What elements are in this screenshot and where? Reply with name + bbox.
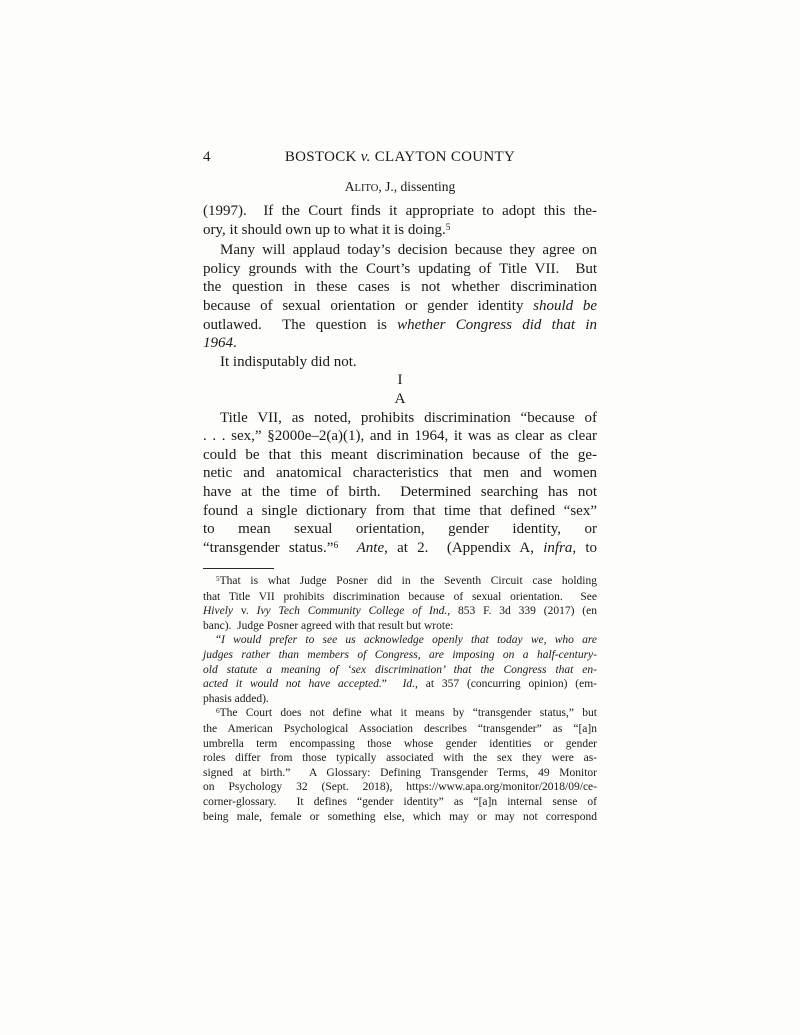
text-segment: roles differ from those typically associated with the sex they were as- [203,752,597,765]
text-segment: , J., dissenting [378,179,456,194]
text-segment: Hively [203,605,234,618]
text-segment: netic and anatomical characteristics that men and women [203,465,597,482]
body-line [203,427,597,446]
text-segment: infra [543,539,573,556]
text-segment [338,540,356,556]
body-line [203,371,597,390]
text-segment: Title VII, as noted, prohibits discrimination “because of [220,409,597,426]
text-segment: , at 357 (concurring opinion) (em- [415,678,597,691]
text-segment: 1964 [203,335,233,352]
text-segment: should be [533,297,597,314]
body-line [203,278,597,297]
footnote-line [203,677,597,692]
text-segment: The Court does not define what it means by “transgender status,” but [219,707,597,720]
footnote-line [203,737,597,752]
opinion-author-line [203,179,597,195]
text-segment: I [397,372,403,389]
text-segment: judges rather than members of Congress, are imposing on a half-century- [203,648,597,661]
text-segment: . [233,335,237,352]
footnote-line [203,663,597,678]
page-number: 4 [203,149,211,165]
body-line [203,297,597,316]
footnote-line [203,574,597,590]
text-segment: I would prefer to see us acknowledge openly that today we, who are [221,634,597,647]
body-line [203,502,597,521]
text-segment: (1997). If the Court finds it appropriate to adopt this the- [203,203,597,219]
body-line [203,241,597,260]
text-segment: corner-glossary. It defines “gender identity” as “[a]n internal sense of [203,795,597,808]
text-segment: the American Psychological Association describes “transgender” as “[a]n [203,722,597,735]
text-segment: , to [572,539,598,556]
footnote-line [203,692,597,707]
text-segment: , at 2. (Appendix A, [384,539,544,556]
footnote-line [203,766,597,781]
body-line [203,390,597,409]
text-segment: Many will applaud today’s decision because they agree on [220,242,597,259]
text-segment: CLAYTON COUNTY [370,149,516,165]
text-segment: have at the time of birth. Determined searching has not [203,483,597,500]
footnote-line [203,751,597,766]
text-segment: That is what Judge Posner did in the Seventh Circuit case holding [219,575,597,587]
text-segment: being male, female or something else, which may or may not correspond [203,810,597,823]
body-line [203,539,597,560]
footnote-separator-rule [203,568,274,569]
text-segment: on Psychology 32 (Sept. 2018), https://www.apa.org/monitor/2018/09/ce- [203,781,597,794]
text-segment: the question in these cases is not whether discrimination [203,279,597,296]
text-segment: ory, it should own up to what it is doing. [203,221,446,238]
text-segment: v. [233,605,257,618]
text-segment: because of sexual orientation or gender identity [203,297,534,314]
footnote-line [203,648,597,663]
text-segment: phasis added). [203,692,269,705]
text-segment: to mean sexual orientation, gender identity, or [203,521,597,538]
text-segment: banc). Judge Posner agreed with that result but wrote: [203,619,454,632]
text-segment: LITO [354,183,379,194]
text-segment: “transgender status.” [203,539,334,556]
running-header [203,149,597,169]
text-segment: , 853 F. 3d 339 (2017) (en [447,605,597,618]
text-segment: ” [381,678,403,691]
footnotes-block [203,574,597,824]
footnote-reference: 5 [445,222,451,233]
body-line [203,464,597,483]
body-line [203,221,597,242]
opinion-body [203,202,597,559]
case-title [203,149,597,166]
footnote-reference: 6 [216,707,220,716]
footnote-line [203,795,597,810]
footnote-line [203,706,597,722]
footnote-line [203,780,597,795]
text-segment: that Title VII prohibits discrimination because of sexual orientation. See [203,590,597,603]
text-segment: old statute a meaning of ‘sex discrimination’ that the Congress that en- [203,663,597,676]
body-line [203,316,597,335]
text-segment: Ivy Tech Community College of Ind. [256,605,448,618]
body-line [203,520,597,539]
text-segment: policy grounds with the Court’s updating of Title VII. But [203,260,597,277]
footnote-reference: 5 [216,574,220,583]
text-segment: A [394,390,406,407]
text-segment: signed at birth.” A Glossary: Defining Transgender Terms, 49 Monitor [203,766,597,779]
footnote-line [203,722,597,737]
footnote-line [203,604,597,619]
text-segment: could be that this meant discrimination because of the ge- [203,446,597,463]
footnote-reference: 6 [333,540,339,551]
footnote-line [203,590,597,605]
footnote-line [203,633,597,648]
text-segment: It indisputably did not. [220,353,357,370]
text-segment: whether Congress did that in [397,316,597,333]
footnote-line [203,810,597,825]
text-segment: BOSTOCK [284,149,361,165]
text-segment: Ante [356,539,385,556]
body-line [203,409,597,428]
text-segment: outlawed. The question is [203,316,398,333]
body-line [203,334,597,353]
text-segment: A [344,179,355,194]
footnote-line [203,619,597,634]
text-segment: umbrella term encompassing those whose gender identities or gender [203,737,597,750]
body-line [203,353,597,372]
body-line [203,446,597,465]
text-segment: v. [360,149,371,165]
text-segment: . . . sex,” §2000e–2(a)(1), and in 1964, it was as clear as clear [203,428,597,445]
body-line [203,202,597,221]
body-line [203,260,597,279]
text-segment: Id. [402,678,416,691]
body-line [203,483,597,502]
text-segment: acted it would not have accepted. [203,678,382,691]
text-segment: “ [216,634,222,647]
text-segment: found a single dictionary from that time that defined “sex” [203,502,597,519]
